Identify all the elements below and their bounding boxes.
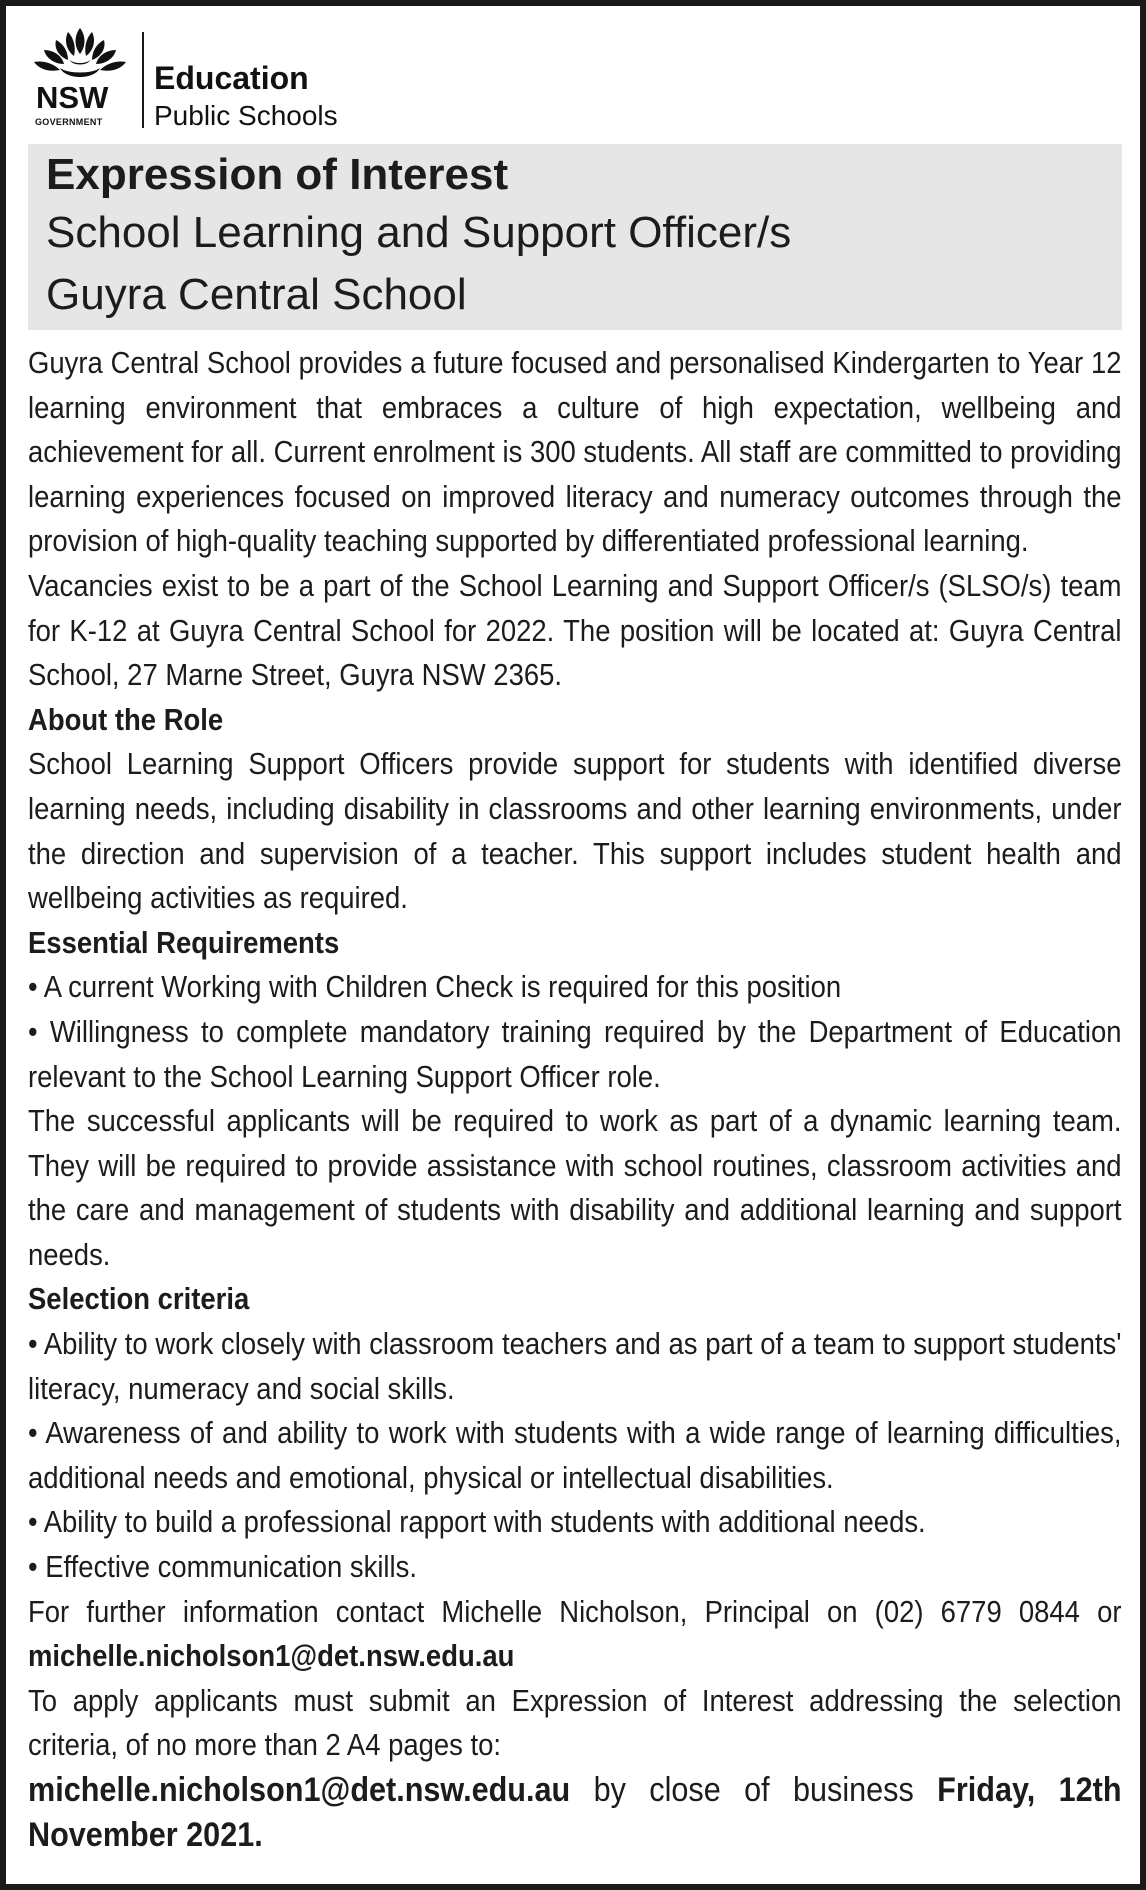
contact-paragraph [28, 1590, 1122, 1679]
school-name: Guyra Central School [46, 270, 467, 319]
vacancy-paragraph: Vacancies exist to be a part of the School Learning and Support Officer/s (SLSO/s) team for K-12 at Guyra Central School for 2022. The position will be located at: Guyra Central School, 27 Marne Street, Guyra NSW 2365. [28, 568, 1122, 693]
nsw-wordmark: NSW [36, 80, 109, 115]
list-item: • Awareness of and ability to work with students with a wide range of learning difficulties, additional needs and emotional, physical or intellectual disabilities. [28, 1416, 1122, 1495]
nsw-education-logo [30, 24, 390, 134]
position-title: School Learning and Support Officer/s [46, 208, 792, 257]
deadline-date: Friday, 12th November 2021. [28, 1771, 1122, 1854]
logo-divider [142, 32, 144, 128]
apply-email-link[interactable]: michelle.nicholson1@det.nsw.edu.au [28, 1771, 571, 1809]
public-schools-label: Public Schools [154, 100, 338, 131]
apply-middle-text: by close of business [593, 1771, 914, 1809]
government-label: GOVERNMENT [35, 117, 103, 127]
list-item: • Willingness to complete mandatory training required by the Department of Education relevant to the School Learning Support Officer role. [28, 1014, 1122, 1094]
ad-title: Expression of Interest [46, 150, 509, 199]
about-role-text: School Learning Support Officers provide support for students with identified diverse learning needs, including disability in classrooms and other learning environments, under the direction and supervision of a teacher. This support includes student health and wellbeing activities as required. [28, 747, 1122, 916]
list-item: • Ability to work closely with classroom teachers and as part of a team to support students' literacy, numeracy and social skills. [28, 1327, 1122, 1406]
list-item: • Effective communication skills. [28, 1550, 417, 1585]
waratah-icon [30, 24, 130, 86]
education-label: Education [154, 60, 309, 96]
list-item: • A current Working with Children Check is required for this position [28, 970, 842, 1005]
team-paragraph: The successful applicants will be required to work as part of a dynamic learning team. They will be required to provide assistance with school routines, classroom activities and the care and management of students with disability and additional learning and support needs. [28, 1104, 1122, 1272]
essential-requirements-heading: Essential Requirements [28, 925, 340, 960]
contact-email-link[interactable]: michelle.nicholson1@det.nsw.edu.au [28, 1639, 515, 1674]
apply-deadline-paragraph [28, 1768, 1122, 1857]
list-item: • Ability to build a professional rapport with students with additional needs. [28, 1505, 926, 1540]
title-banner [28, 144, 1122, 330]
intro-paragraph: Guyra Central School provides a future focused and personalised Kindergarten to Year 12 learning environment that embraces a culture of high expectation, wellbeing and achievement for all. Current enrolment is 300 students. All staff are committed to providing learning experiences focused on improved literacy and numeracy outcomes through the provision of high-quality teaching supported by differentiated professional learning. [28, 346, 1122, 559]
contact-text: For further information contact Michelle Nicholson, Principal on (02) 6779 0844 or [28, 1594, 1122, 1629]
about-role-heading: About the Role [28, 702, 224, 737]
selection-criteria-heading: Selection criteria [28, 1282, 250, 1317]
ad-body [28, 341, 1122, 1857]
apply-paragraph: To apply applicants must submit an Expression of Interest addressing the selection criteria, of no more than 2 A4 pages to: [28, 1683, 1122, 1763]
